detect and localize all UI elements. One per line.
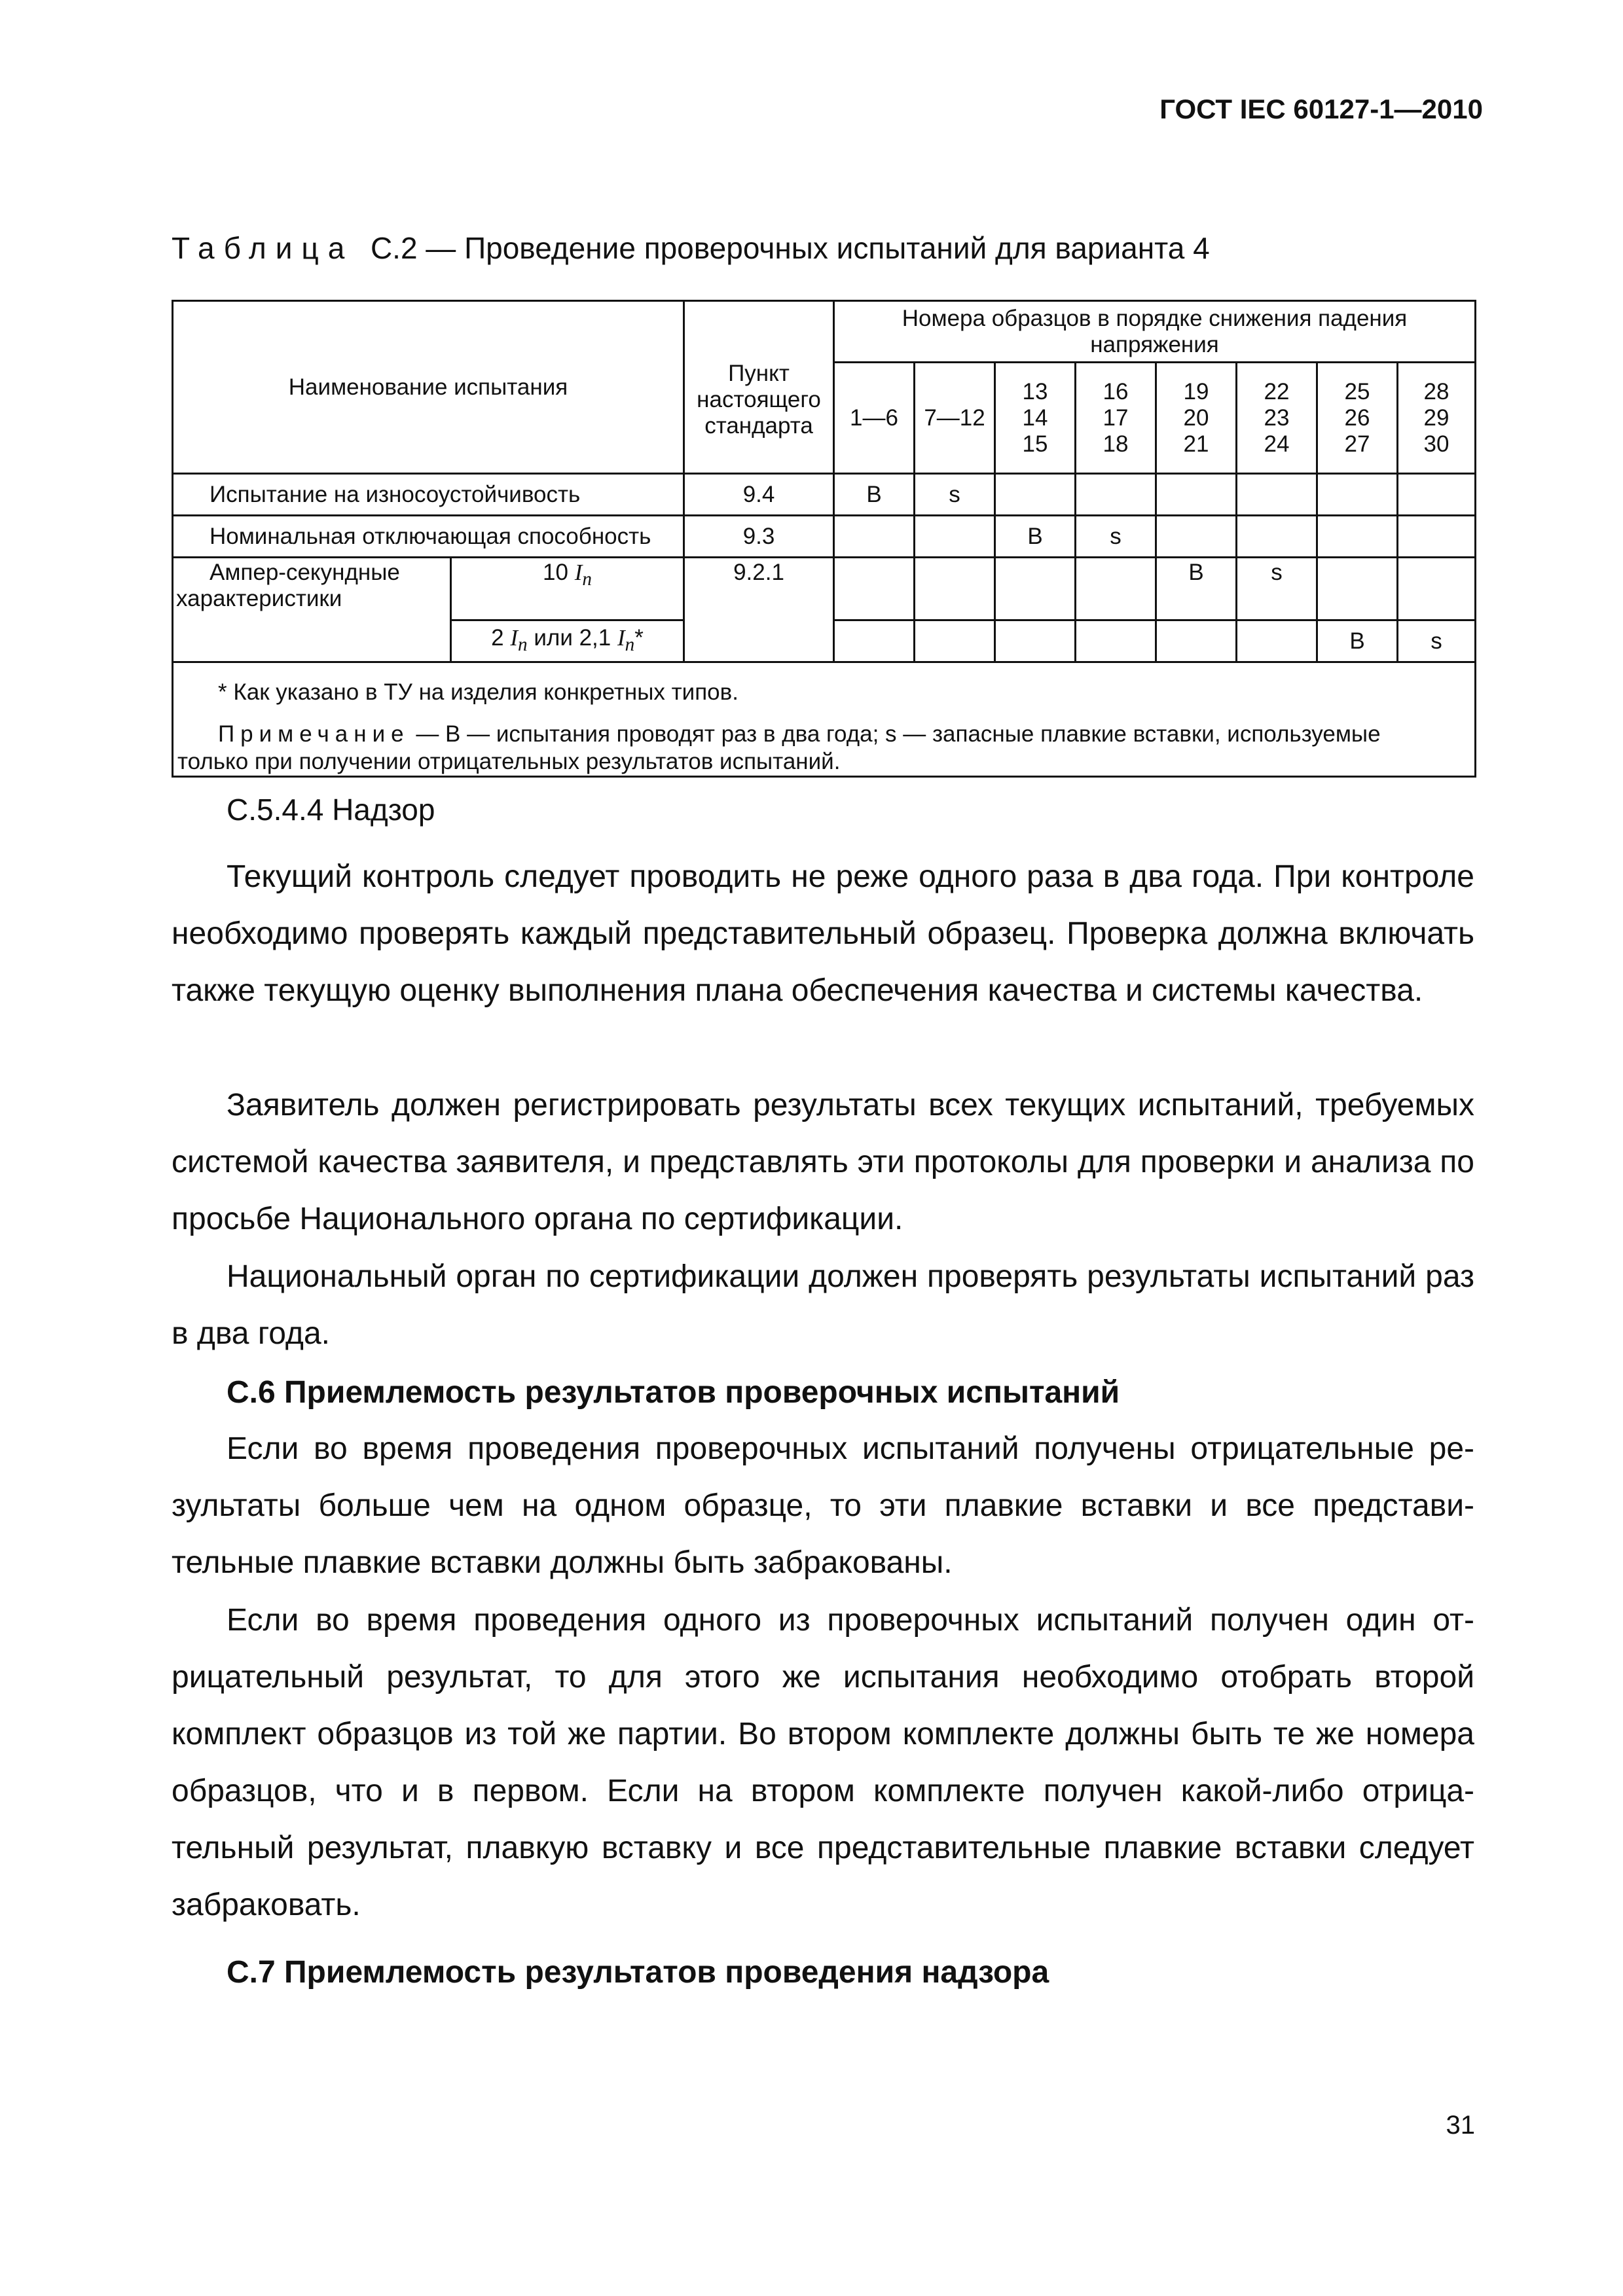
row-test-name: Номинальная отключающая способность bbox=[173, 516, 684, 558]
paragraph: Если во время проведения проверочных испытаний получены отрицательные результаты больше чем на одном образце, то эти плавкие вставки и все представительные плавкие вставки должны быть забракованы. bbox=[172, 1431, 1474, 1580]
document-standard-header: ГОСТ IEC 60127-1—2010 bbox=[1159, 94, 1483, 124]
row-cell bbox=[834, 558, 915, 620]
paragraph: Национальный орган по сертификации должен проверять результаты испытаний раз в два года. bbox=[172, 1259, 1474, 1351]
table-row bbox=[173, 474, 1476, 516]
table-footnote: * Как указано в ТУ на изделия конкретных типов. bbox=[218, 679, 739, 705]
row-cell bbox=[1156, 620, 1237, 662]
sample-col-6: 22 23 24 bbox=[1237, 363, 1317, 474]
row-cell bbox=[1156, 474, 1237, 516]
row-cell bbox=[1237, 620, 1317, 662]
row-cell bbox=[834, 620, 915, 662]
paragraph: Если во время проведения одного из проверочных испытаний получен один отрицательный результат, то для этого же испытания необходимо отобрать второй комплект образцов из той же партии. Во втором комплекте должны быть те же номера образцов, что и в первом. Если на втором комплекте получен какой-либо отрицательный результат, плавкую вставку и все представительные плавкие вставки следует забраковать. bbox=[172, 1603, 1474, 1922]
row-cell bbox=[1317, 474, 1398, 516]
amp-second-test-name: Ампер-секундные характеристики bbox=[173, 558, 451, 662]
table-caption bbox=[172, 230, 1210, 266]
row-cell bbox=[1237, 516, 1317, 558]
paragraph: Заявитель должен регистрировать результаты всех текущих испытаний, требуемых системой качества заявителя, и представлять эти протоколы для проверки и анализа по просьбе Национального органа по сертификации. bbox=[172, 1088, 1474, 1236]
sample-col-4: 16 17 18 bbox=[1076, 363, 1156, 474]
row-clause: 9.3 bbox=[684, 516, 834, 558]
table-caption-title: С.2 — Проведение проверочных испытаний для варианта 4 bbox=[370, 231, 1210, 265]
row-cell bbox=[995, 474, 1076, 516]
amp-sub-2in: 2 $I_n$ или 2,1 $I_n*$ bbox=[451, 620, 684, 662]
row-cell bbox=[995, 558, 1076, 620]
row-cell bbox=[1398, 558, 1476, 620]
row-cell: B bbox=[1156, 558, 1237, 620]
sample-col-3: 13 14 15 bbox=[995, 363, 1076, 474]
row-cell bbox=[1317, 558, 1398, 620]
row-cell bbox=[915, 620, 995, 662]
sample-col-7: 25 26 27 bbox=[1317, 363, 1398, 474]
col-header-clause: Пункт настоящего стандарта bbox=[684, 301, 834, 474]
sample-col-5: 19 20 21 bbox=[1156, 363, 1237, 474]
row-cell bbox=[995, 620, 1076, 662]
row-clause: 9.4 bbox=[684, 474, 834, 516]
section-title-c6: С.6 Приемлемость результатов проверочных испытаний bbox=[227, 1375, 1120, 1410]
col-header-test-name: Наименование испытания bbox=[173, 301, 684, 474]
table-note-line-1: Примечание — B — испытания проводят раз в два года; s — запасные плавкие вставки, используемые bbox=[218, 721, 1381, 747]
section-title-c544: С.5.4.4 Надзор bbox=[227, 793, 435, 827]
sample-col-2: 7—12 bbox=[915, 363, 995, 474]
row-cell bbox=[915, 558, 995, 620]
row-cell: s bbox=[915, 474, 995, 516]
table-row bbox=[173, 516, 1476, 558]
row-cell bbox=[1317, 516, 1398, 558]
row-cell bbox=[1398, 474, 1476, 516]
row-cell: B bbox=[834, 474, 915, 516]
row-cell bbox=[834, 516, 915, 558]
row-cell: s bbox=[1076, 516, 1156, 558]
row-cell: B bbox=[995, 516, 1076, 558]
table-caption-word: Таблица bbox=[172, 231, 354, 265]
sample-col-8: 28 29 30 bbox=[1398, 363, 1476, 474]
section-title-c7: С.7 Приемлемость результатов проведения надзора bbox=[227, 1955, 1049, 1990]
row-cell bbox=[1076, 620, 1156, 662]
row-test-name: Испытание на износоустойчивость bbox=[173, 474, 684, 516]
row-cell bbox=[1076, 474, 1156, 516]
table-row bbox=[173, 558, 1476, 620]
amp-sub-10in: 10 $I_n$ bbox=[451, 558, 684, 620]
amp-clause: 9.2.1 bbox=[684, 558, 834, 662]
row-cell: s bbox=[1237, 558, 1317, 620]
paragraph: Текущий контроль следует проводить не реже одного раза в два года. При контроле необходимо проверять каждый представительный образец. Проверка должна включать также текущую оценку выполнения плана обеспечения качества и системы качества. bbox=[172, 859, 1474, 1008]
page-number: 31 bbox=[1446, 2111, 1475, 2140]
row-cell: s bbox=[1398, 620, 1476, 662]
row-cell bbox=[1398, 516, 1476, 558]
col-header-sample-numbers: Номера образцов в порядке снижения падения напряжения bbox=[834, 301, 1476, 363]
row-cell bbox=[1156, 516, 1237, 558]
row-cell bbox=[915, 516, 995, 558]
table-notes bbox=[173, 662, 1476, 777]
row-cell bbox=[1237, 474, 1317, 516]
test-schedule-table bbox=[172, 300, 1476, 778]
row-cell bbox=[1076, 558, 1156, 620]
table-note-line-2: только при получении отрицательных результатов испытаний. bbox=[177, 749, 841, 774]
sample-col-1: 1—6 bbox=[834, 363, 915, 474]
row-cell: B bbox=[1317, 620, 1398, 662]
